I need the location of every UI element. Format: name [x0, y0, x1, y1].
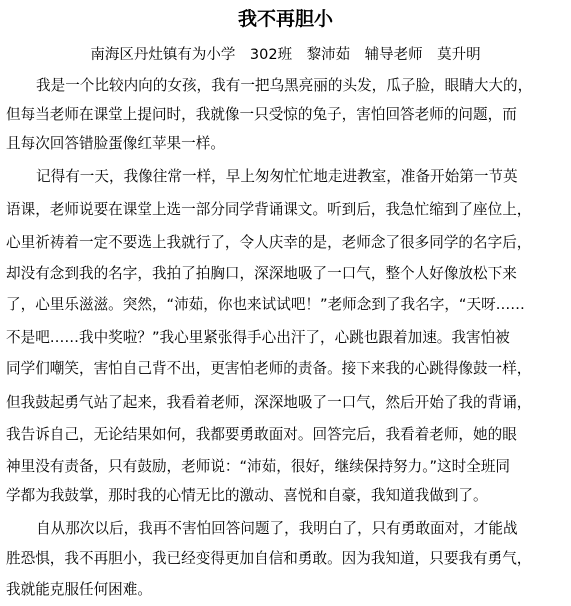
paragraph-2-line: 不是吧……我中奖啦？”我心里紧张得手心出汗了，心跳也跟着加速。我害怕被 [6, 329, 510, 346]
paragraph-2-line: 神里没有责备，只有鼓励，老师说：“沛茹，很好，继续保持努力。”这时全班同 [6, 458, 511, 475]
paragraph-3-line: 胜恐惧，我不再胆小，我已经变得更加自信和勇敢。因为我知道，只要我有勇气， [6, 550, 532, 567]
essay-title: 我不再胆小 [237, 8, 333, 30]
paragraph-2-line: 语课，老师说要在课堂上选一部分同学背诵课文。听到后，我急忙缩到了座位上， [6, 201, 532, 218]
paragraph-3-line: 我就能克服任何困难。 [6, 581, 152, 598]
paragraph-2-line: 了，心里乐滋滋。突然，“沛茹，你也来试试吧！”老师念到了我名字，“天呀…… [6, 296, 525, 313]
paragraph-2-line: 学都为我鼓掌，那时我的心情无比的激动、喜悦和自豪，我知道我做到了。 [6, 487, 488, 504]
paragraph-2-line: 我告诉自己，无论结果如何，我都要勇敢面对。回答完后，我看着老师，她的眼 [6, 426, 517, 443]
paragraph-1-line: 但每当老师在课堂上提问时，我就像一只受惊的兔子，害怕回答老师的问题，而 [6, 106, 517, 123]
paragraph-2-line: 同学们嘲笑，害怕自己背不出，更害怕老师的责备。接下来我的心跳得像鼓一样， [6, 360, 532, 377]
paragraph-1-line: 我是一个比较内向的女孩，我有一把乌黑亮丽的头发，瓜子脸，眼睛大大的， [36, 77, 533, 94]
paragraph-2-line: 记得有一天，我像往常一样，早上匆匆忙忙地走进教室，准备开始第一节英 [36, 168, 518, 185]
paragraph-1-line: 且每次回答错脸蛋像红苹果一样。 [6, 135, 225, 152]
paragraph-2-line: 心里祈祷着一定不要选上我就行了，令人庆幸的是，老师念了很多同学的名字后， [6, 234, 532, 251]
paragraph-2-line: 却没有念到我的名字，我拍了拍胸口，深深地吸了一口气，整个人好像放松下来 [6, 265, 517, 282]
author-byline: 南海区丹灶镇有为小学 302班 黎沛茹 辅导老师 莫升明 [90, 47, 481, 63]
paragraph-3-line: 自从那次以后，我再不害怕回答问题了，我明白了，只有勇敢面对，才能战 [36, 520, 518, 537]
paragraph-2-line: 但我鼓起勇气站了起来，我看着老师，深深地吸了一口气，然后开始了我的背诵， [6, 394, 532, 411]
